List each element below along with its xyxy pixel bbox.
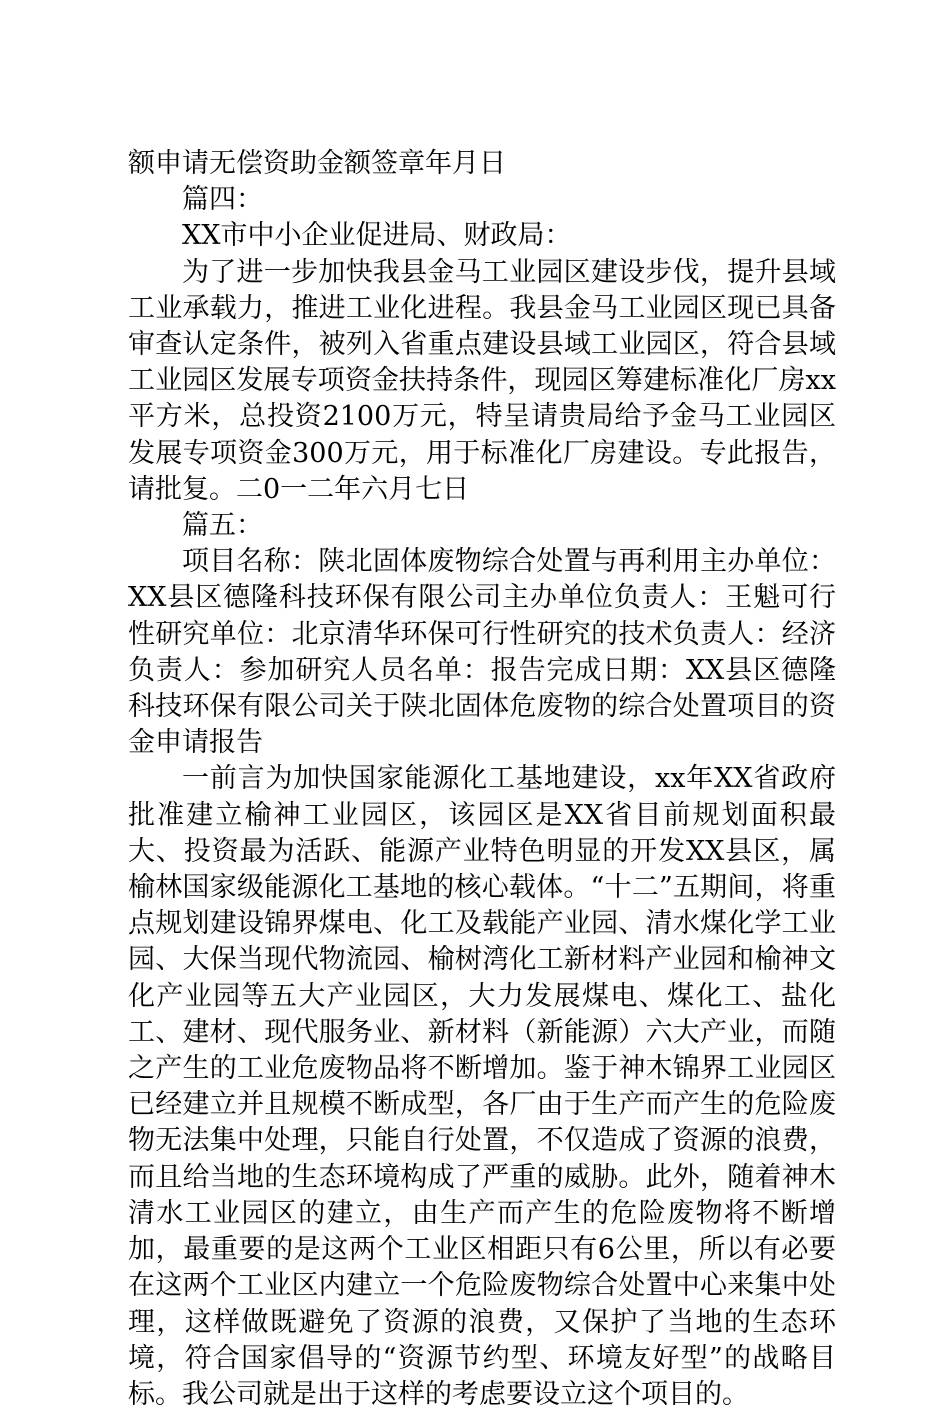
letter-addressee: XX市中小企业促进局、财政局： <box>182 220 572 252</box>
section-heading-part-five: 篇五： <box>182 510 263 542</box>
section-heading-part-four: 篇四： <box>182 184 263 216</box>
paragraph-preface: 一前言为加快国家能源化工基地建设，xx年XX省政府批准建立榆神工业园区，该园区是XX省目前规划面积最大、投资最为活跃、能源产业特色明显的开发XX县区，属榆林国家级能源化工基地的核心载体。“十二”五期间，将重点规划建设锦界煤电、化工及载能产业园、清水煤化学工业园、大保当现代物流园、榆树湾化工新材料产业园和榆神文化产业园等五大产业园区，大力发展煤电、煤化工、盐化工、建材、现代服务业、新材料（新能源）六大产业，而随之产生的工业危废物品将不断增加。鉴于神木锦界工业园区已经建立并且规模不断成型，各厂由于生产而产生的危险废物无法集中处理，只能自行处置，不仅造成了资源的浪费，而且给当地的生态环境构成了严重的威胁。此外，随着神木清水工业园区的建立，由生产而产生的危险废物将不断增加，最重要的是这两个工业区相距只有6公里，所以有必要在这两个工业区内建立一个危险废物综合处置中心来集中处理，这样做既避免了资源的浪费，又保护了当地的生态环境，符合国家倡导的“资源节约型、环境友好型”的战略目标。我公司就是出于这样的考虑要设立这个项目的。 <box>128 763 836 1410</box>
paragraph-funding-request: 为了进一步加快我县金马工业园区建设步伐，提升县域工业承载力，推进工业化进程。我县金马工业园区现已具备审查认定条件，被列入省重点建设县域工业园区，符合县域工业园区发展专项资金扶持条件，现园区筹建标准化厂房xx平方米，总投资2100万元，特呈请贵局给予金马工业园区发展专项资金300万元，用于标准化厂房建设。专此报告，请批复。二0一二年六月七日 <box>128 256 836 505</box>
document-body <box>128 146 836 1413</box>
paragraph-signature-line: 额申请无偿资助金额签章年月日 <box>128 148 506 179</box>
paragraph-project-info: 项目名称：陕北固体废物综合处置与再利用主办单位：XX县区德隆科技环保有限公司主办单位负责人：王魁可行性研究单位：北京清华环保可行性研究的技术负责人：经济负责人：参加研究人员名单：报告完成日期：XX县区德隆科技环保有限公司关于陕北固体危废物的综合处置项目的资金申请报告 <box>128 546 836 759</box>
